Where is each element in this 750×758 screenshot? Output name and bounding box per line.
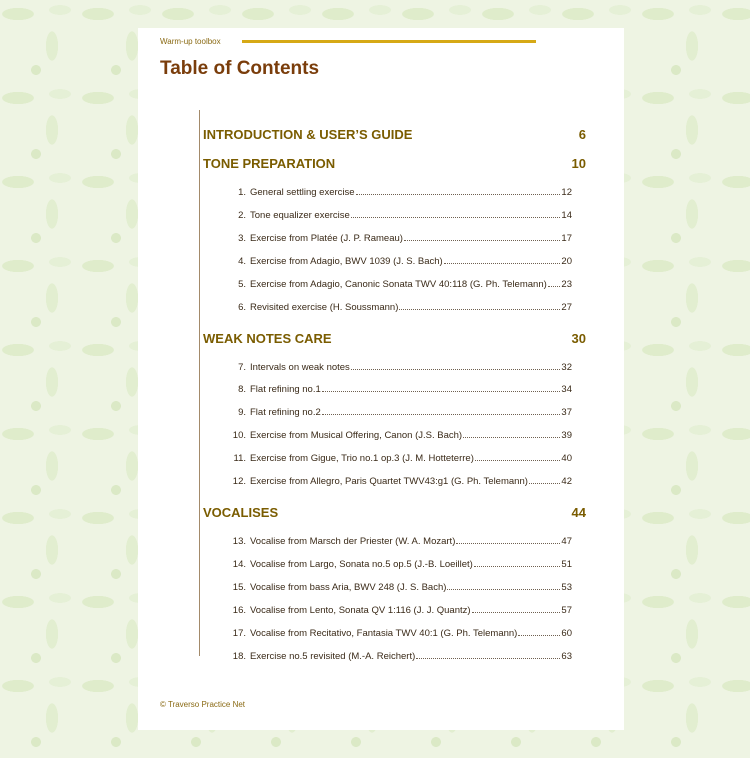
toc-entry[interactable]: [224, 648, 572, 662]
toc-entry-page: 60: [561, 627, 572, 639]
toc-entry-number: 13.: [232, 536, 246, 547]
toc-entry-title: Vocalise from Largo, Sonata no.5 op.5 (J.-B. Loeillet): [250, 558, 473, 570]
toc-entry[interactable]: [224, 359, 572, 373]
toc-entry-page: 20: [561, 255, 572, 267]
toc-entry-number: 9.: [238, 407, 246, 419]
toc-entry-title: Flat refining no.1: [250, 384, 321, 396]
toc-entry[interactable]: [224, 184, 572, 198]
document-page: [138, 28, 624, 730]
toc-entry-number: 2.: [238, 209, 246, 221]
dot-leader: [529, 482, 561, 484]
toc-entry[interactable]: [224, 404, 572, 418]
toc-section-page: 30: [571, 330, 586, 346]
footer-copyright: © Traverso Practice Net: [160, 700, 246, 709]
toc-entry-page: 51: [561, 558, 572, 570]
toc-entry-title: Exercise no.5 revisited (M.-A. Reichert): [250, 650, 416, 662]
toc-entry-number: 10.: [232, 430, 246, 442]
toc-entry[interactable]: [224, 450, 572, 464]
toc-entry-number: 3.: [238, 232, 246, 244]
toc-entry-title: Revisited exercise (H. Soussmann): [250, 301, 399, 313]
toc-entry-title: Vocalise from Marsch der Priester (W. A. Mozart): [250, 536, 456, 547]
toc-entry-title: Tone equalizer exercise: [250, 209, 350, 221]
toc-entry-page: 12: [561, 187, 572, 198]
toc-entry-page: 53: [561, 581, 572, 593]
toc-entry[interactable]: [224, 533, 572, 547]
dot-leader: [475, 459, 561, 461]
toc-entry-number: 14.: [232, 558, 246, 570]
toc-entry-page: 37: [561, 407, 572, 419]
toc-entry[interactable]: [224, 299, 572, 313]
toc-entry-title: Exercise from Adagio, BWV 1039 (J. S. Bach): [250, 255, 443, 267]
toc-entry-title: Exercise from Gigue, Trio no.1 op.3 (J. M. Hotteterre): [250, 453, 474, 465]
toc-entry-number: 16.: [232, 604, 246, 616]
toc-entry-number: 11.: [233, 453, 246, 465]
toc-entry-number: 12.: [232, 476, 246, 487]
dot-leader: [444, 262, 561, 264]
toc-entry-page: 34: [561, 384, 572, 396]
toc-entry-number: 5.: [238, 278, 246, 290]
toc-entry[interactable]: [224, 473, 572, 487]
toc-entry-title: Flat refining no.2: [250, 407, 321, 419]
toc-entry-page: 57: [561, 604, 572, 616]
toc-entry-number: 1.: [238, 187, 246, 198]
toc-section-title: WEAK NOTES CARE: [203, 330, 332, 346]
toc-entry-title: Intervals on weak notes: [250, 361, 350, 373]
dot-leader: [548, 285, 561, 287]
toc-entry[interactable]: [224, 276, 572, 290]
dot-leader: [474, 565, 561, 567]
dot-leader: [322, 390, 561, 392]
toc-entry-page: 14: [561, 209, 572, 221]
toc-entry-title: General settling exercise: [250, 187, 355, 198]
page-title: Table of Contents: [160, 58, 320, 79]
toc-section-page: 10: [571, 156, 586, 171]
dot-leader: [351, 368, 561, 370]
toc-section-title: TONE PREPARATION: [203, 156, 336, 171]
toc-entry-title: Exercise from Allegro, Paris Quartet TWV43:g1 (G. Ph. Telemann): [250, 476, 528, 487]
toc-entry[interactable]: [224, 427, 572, 441]
toc-entry[interactable]: [224, 579, 572, 593]
running-header: Warm-up toolbox: [160, 37, 221, 46]
dot-leader: [399, 308, 560, 310]
toc-entry-page: 32: [561, 361, 572, 373]
toc-entry[interactable]: [224, 556, 572, 570]
toc-entry[interactable]: [224, 253, 572, 267]
toc-entry-title: Exercise from Platée (J. P. Rameau): [250, 232, 403, 244]
toc-entry-page: 39: [561, 430, 572, 442]
toc-entry-number: 17.: [232, 627, 246, 639]
toc-entry[interactable]: [224, 602, 572, 616]
toc-entry-page: 42: [561, 476, 572, 487]
toc-entry-title: Vocalise from Lento, Sonata QV 1:116 (J. J. Quantz): [250, 604, 471, 616]
header-rule: [242, 40, 536, 43]
toc-entry-number: 8.: [238, 384, 246, 396]
dot-leader: [356, 193, 561, 195]
toc-section-page: 6: [578, 127, 586, 142]
toc-section-title: INTRODUCTION & USER’S GUIDE: [203, 127, 413, 142]
toc-entry-title: Exercise from Musical Offering, Canon (J.S. Bach): [250, 430, 463, 442]
dot-leader: [463, 436, 560, 438]
dot-leader: [416, 657, 560, 659]
toc-section-page: 44: [571, 505, 586, 520]
toc-section[interactable]: [203, 127, 586, 143]
toc-entry[interactable]: [224, 207, 572, 221]
toc-entry-number: 15.: [232, 581, 246, 593]
dot-leader: [456, 542, 560, 544]
dot-leader: [472, 611, 561, 613]
toc-entry-title: Vocalise from bass Aria, BWV 248 (J. S. Bach): [250, 581, 447, 593]
toc-section-title: VOCALISES: [203, 505, 279, 520]
dot-leader: [351, 216, 561, 218]
toc-entry-page: 17: [561, 232, 572, 244]
dot-leader: [404, 239, 560, 241]
toc-entry[interactable]: [224, 625, 572, 639]
toc-section[interactable]: [203, 505, 586, 521]
dot-leader: [447, 588, 560, 590]
toc-entry-number: 18.: [232, 650, 246, 662]
table-of-contents: [199, 110, 586, 662]
dot-leader: [322, 413, 561, 415]
toc-entry-number: 7.: [238, 361, 246, 373]
toc-entry-number: 6.: [238, 301, 246, 313]
toc-entry[interactable]: [224, 381, 572, 395]
toc-entry-page: 47: [561, 536, 572, 547]
toc-section[interactable]: [203, 156, 586, 172]
toc-entry-page: 23: [561, 278, 572, 290]
toc-section[interactable]: [203, 331, 586, 347]
dot-leader: [518, 634, 560, 636]
toc-entry-title: Exercise from Adagio, Canonic Sonata TWV 40:118 (G. Ph. Telemann): [250, 278, 547, 290]
toc-entry-page: 40: [561, 453, 572, 465]
toc-entry[interactable]: [224, 230, 572, 244]
toc-entry-page: 63: [561, 650, 572, 662]
toc-entry-title: Vocalise from Recitativo, Fantasia TWV 40:1 (G. Ph. Telemann): [250, 627, 518, 639]
toc-entry-page: 27: [561, 301, 572, 313]
toc-entry-number: 4.: [238, 255, 246, 267]
